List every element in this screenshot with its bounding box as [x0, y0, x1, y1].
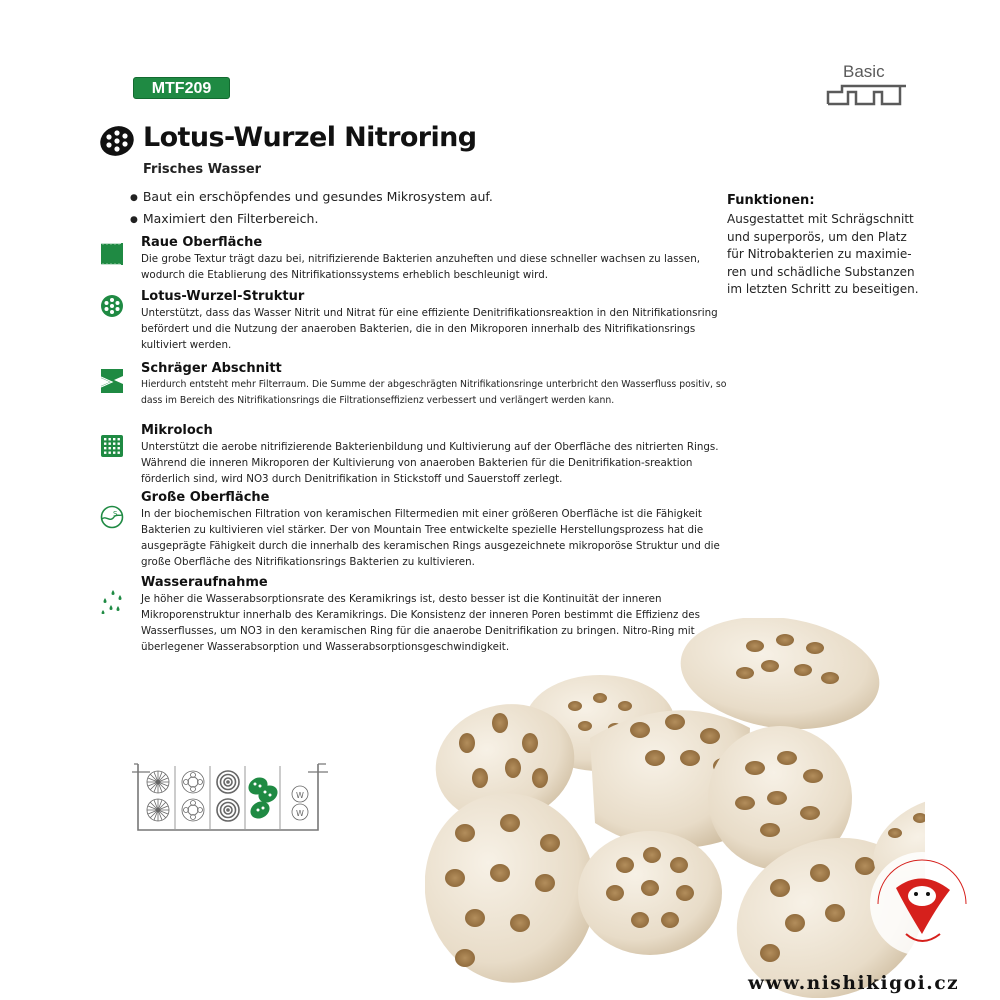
benefit-item: ● Maximiert den Filterbereich. — [130, 209, 493, 231]
product-title: Lotus-Wurzel Nitroring — [143, 122, 477, 153]
feature-title: Große Oberfläche — [141, 490, 270, 505]
bevel-cut-icon — [100, 368, 124, 394]
svg-text:W: W — [296, 791, 304, 800]
feature-title: Schräger Abschnitt — [141, 361, 282, 376]
aquatica-koi-logo — [866, 848, 978, 960]
feature-text: Die grobe Textur trägt dazu bei, nitrifizierende Bakterien anzuheften und diese schneller wachsen zu lassen, wodurch die Etablierung des Nitrifikationssystems erheblich beschleunigt wird. — [141, 253, 700, 281]
feature-text: Je höher die Wasserabsorptionsrate des Keramikrings ist, desto besser ist die Kontinuität der inneren Mikroporenstruktur innerhalb des Keramikrings. Die Konsistenz der inneren Poren bestimmt die Effizienz des Wasserflusses, um NO3 in den keramischen Ring für die anaerobe Denitrifikation zu bringen. Nitro-Ring mit überlegener Wasserabsorption und Wasserabsorptionsgeschwindigkeit. — [141, 593, 700, 653]
level-label: Basic — [843, 62, 885, 81]
product-photo — [425, 618, 925, 998]
functions-text: Ausgestattet mit Schrägschnitt und superporös, um den Platz für Nitrobakterien zu maximie-ren und schädliche Substanzen im letzten Schritt zu beseitigen. — [727, 212, 919, 296]
feature-text: Unterstützt, dass das Wasser Nitrit und Nitrat für eine effiziente Denitrifikationsreaktion in den Nitrifikationsring befördert und die Nutzung der anaeroben Bakterien, die in den Mikroporen innerhalb des Nitrifikationsrings kultiviert werden. — [141, 307, 718, 351]
large-surface-icon — [100, 505, 124, 529]
functions-title: Funktionen: — [727, 193, 815, 208]
svg-text:S: S — [113, 510, 118, 518]
svg-text:W: W — [296, 809, 304, 818]
ceramic-ring — [578, 831, 722, 955]
micro-hole-icon — [100, 434, 124, 458]
basic-level-icon — [826, 82, 908, 106]
feature-title: Lotus-Wurzel-Struktur — [141, 289, 305, 304]
feature-text: In der biochemischen Filtration von keramischen Filtermedien mit einer größeren Oberfläche ist die Fähigkeit Bakterien zu kultivieren viel stärker. Der von Mountain Tree entwickelte spezielle Herstellungsprozess hat die ausgeprägte Fähigkeit durch die innerhalb des keramischen Rings ausgezeichnete mikroporöse Struktur und die große Oberfläche des Nitrifikationsrings Bakterien zu kultivieren. — [141, 508, 720, 568]
feature-text: Unterstützt die aerobe nitrifizierende Bakterienbildung und Kultivierung auf der Oberfläche des nitrierten Rings. Während die inneren Mikroporen der Kultivierung von anaeroben Bakterien für die Denitrifikation-sreaktion förderlich sind, wird NO3 durch Denitrifikation in Stickstoff und Sauerstoff zerlegt. — [141, 441, 719, 485]
filter-media-diagram — [130, 760, 330, 842]
benefit-item: ● Baut ein erschöpfendes und gesundes Mikrosystem auf. — [130, 187, 493, 209]
feature-title: Wasseraufnahme — [141, 575, 268, 590]
feature-title: Mikroloch — [141, 423, 213, 438]
product-code-badge: MTF209 — [133, 77, 230, 99]
lotus-root-icon — [98, 124, 136, 158]
water-absorption-icon — [100, 588, 126, 614]
benefit-list — [130, 187, 493, 231]
product-subtitle: Frisches Wasser — [143, 162, 262, 177]
lotus-structure-icon — [100, 294, 124, 318]
feature-text: Hierdurch entsteht mehr Filterraum. Die Summe der abgeschrägten Nitrifikationsringe unterbricht den Wasserfluss positiv, so dass im Bereich des Nitrifikationsrings die Filtrationseffizienz verbessert und verlängert werden kann. — [141, 379, 727, 406]
rough-surface-icon — [100, 242, 124, 266]
feature-title: Raue Oberfläche — [141, 235, 263, 250]
website-url[interactable]: www.nishikigoi.cz — [748, 973, 960, 994]
